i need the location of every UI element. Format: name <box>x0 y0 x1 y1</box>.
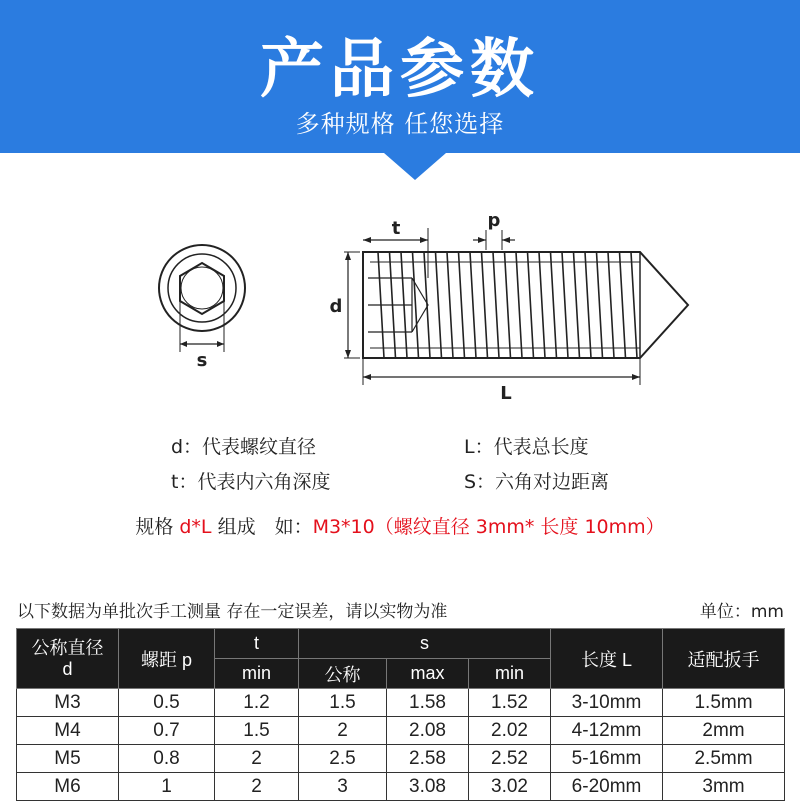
cell-t-min: 1.5 <box>215 717 299 745</box>
measurement-note: 以下数据为单批次手工测量 存在一定误差，请以实物为准 <box>17 602 448 622</box>
spec-example <box>0 512 800 539</box>
header-pitch: 螺距 p <box>119 629 215 689</box>
hex-socket <box>180 263 224 314</box>
header-s-min: min <box>469 659 551 689</box>
table-row <box>17 745 785 773</box>
page-subtitle: 多种规格 任您选择 <box>295 110 505 138</box>
cell-d: M5 <box>17 745 119 773</box>
cell-s-min: 2.52 <box>469 745 551 773</box>
header-diameter: 公称直径 d <box>17 629 119 689</box>
cell-p: 0.5 <box>119 689 215 717</box>
cell-s-max: 2.58 <box>387 745 469 773</box>
cell-s-nominal: 1.5 <box>299 689 387 717</box>
cell-d: M4 <box>17 717 119 745</box>
unit-label: 单位：mm <box>699 602 784 622</box>
screw-drawing <box>0 185 800 405</box>
header-s: s <box>299 629 551 659</box>
legend-S: S：六角对边距离 <box>464 471 610 493</box>
cell-d: M6 <box>17 773 119 801</box>
end-view <box>159 245 245 352</box>
cell-s-max: 2.08 <box>387 717 469 745</box>
cell-t-min: 2 <box>215 745 299 773</box>
cell-s-min: 2.02 <box>469 717 551 745</box>
cell-wrench: 3mm <box>663 773 785 801</box>
cell-s-min: 3.02 <box>469 773 551 801</box>
spec-example-value: M3*10（螺纹直径 3mm* 长度 10mm） <box>312 516 665 538</box>
legend-t: t：代表内六角深度 <box>171 471 331 493</box>
header-wrench: 适配扳手 <box>663 629 785 689</box>
label-d: d <box>329 296 343 317</box>
cell-s-max: 1.58 <box>387 689 469 717</box>
table-row <box>17 689 785 717</box>
label-s: s <box>196 350 208 371</box>
cell-t-min: 2 <box>215 773 299 801</box>
table-row <box>17 773 785 801</box>
cell-length: 4-12mm <box>551 717 663 745</box>
table-row <box>17 717 785 745</box>
legend-d: d：代表螺纹直径 <box>171 436 317 458</box>
page-title: 产品参数 <box>260 33 540 107</box>
header-s-max: max <box>387 659 469 689</box>
header-length: 长度 L <box>551 629 663 689</box>
cell-length: 5-16mm <box>551 745 663 773</box>
cell-d: M3 <box>17 689 119 717</box>
header-t: t <box>215 629 299 659</box>
spec-table <box>16 628 785 801</box>
cell-s-nominal: 3 <box>299 773 387 801</box>
cell-length: 6-20mm <box>551 773 663 801</box>
spec-middle: 组成 如： <box>211 516 313 538</box>
spec-dl: d*L <box>179 516 212 538</box>
spec-prefix: 规格 <box>135 516 180 538</box>
header-t-min: min <box>215 659 299 689</box>
cell-s-nominal: 2 <box>299 717 387 745</box>
cell-t-min: 1.2 <box>215 689 299 717</box>
label-L: L <box>500 383 512 404</box>
cell-wrench: 2.5mm <box>663 745 785 773</box>
cell-s-min: 1.52 <box>469 689 551 717</box>
side-view <box>344 228 688 385</box>
cell-s-nominal: 2.5 <box>299 745 387 773</box>
label-t: t <box>391 218 401 239</box>
cell-wrench: 1.5mm <box>663 689 785 717</box>
header-banner <box>0 0 800 185</box>
cell-p: 0.7 <box>119 717 215 745</box>
legend-L: L：代表总长度 <box>464 436 589 458</box>
label-p: p <box>487 210 501 231</box>
cell-p: 1 <box>119 773 215 801</box>
cell-p: 0.8 <box>119 745 215 773</box>
cell-s-max: 3.08 <box>387 773 469 801</box>
cell-length: 3-10mm <box>551 689 663 717</box>
header-s-nominal: 公称 <box>299 659 387 689</box>
cell-wrench: 2mm <box>663 717 785 745</box>
